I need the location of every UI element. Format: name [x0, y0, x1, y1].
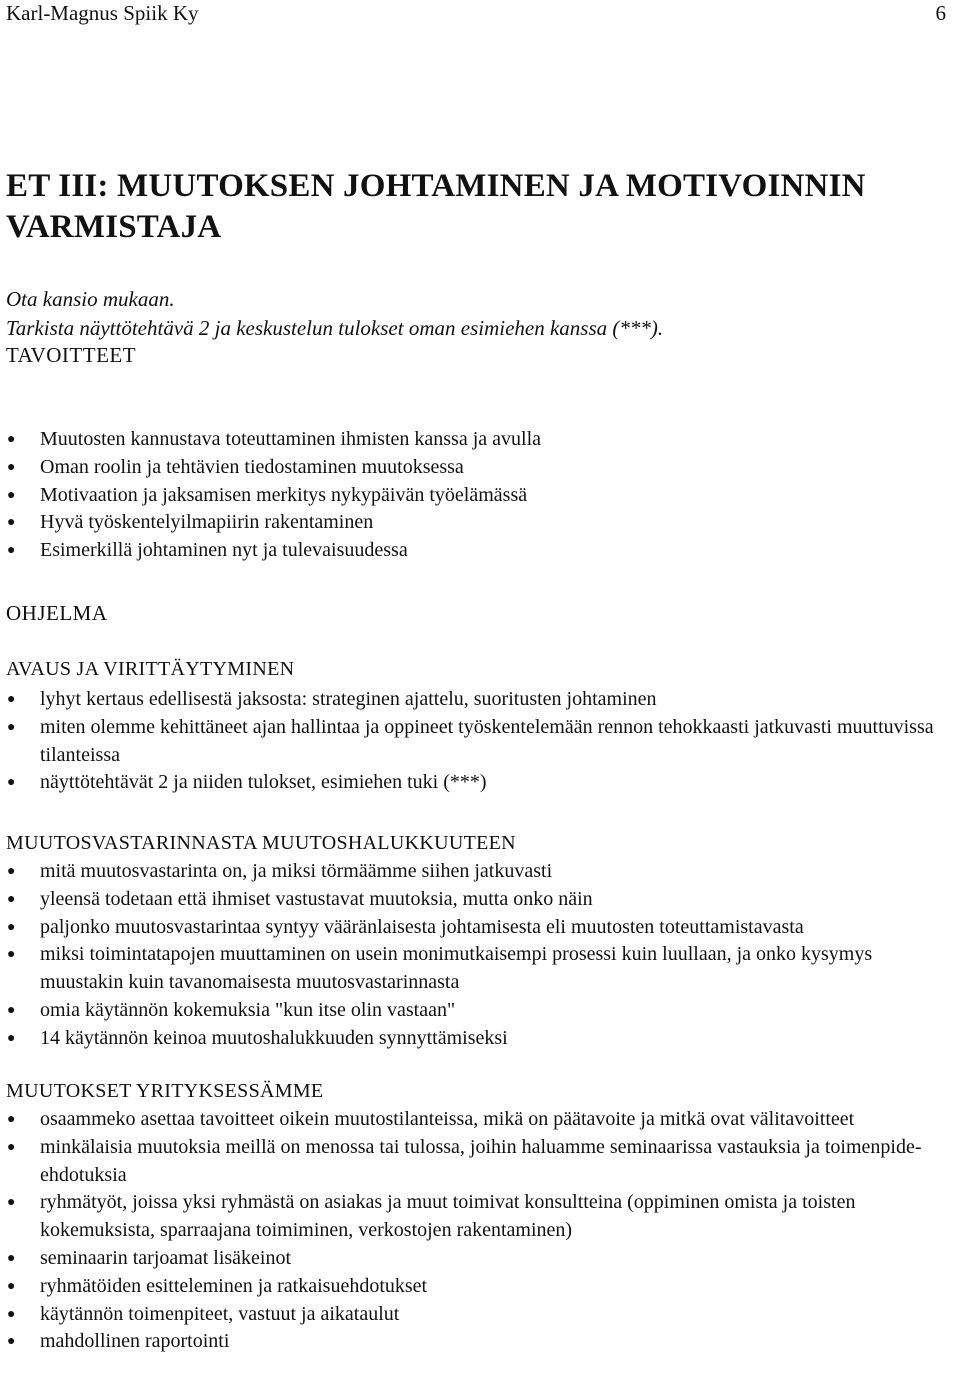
bullet-icon: ●	[7, 432, 16, 447]
page-header	[6, 0, 946, 26]
list-item: ● näyttötehtävät 2 ja niiden tulokset, esimiehen tuki (***)	[0, 769, 952, 797]
opening-list	[0, 686, 952, 797]
bullet-icon: ●	[7, 1112, 16, 1127]
bullet-icon: ●	[7, 919, 16, 935]
list-item: ● 14 käytännön keinoa muutoshalukkuuden synnyttämiseksi	[0, 1025, 952, 1053]
list-item: ● Motivaation ja jaksamisen merkitys nykypäivän työelämässä	[0, 482, 952, 510]
list-item: ● osaammeko asettaa tavoitteet oikein muutostilanteissa, mikä on päätavoite ja mitkä ovat välitavoitteet	[0, 1106, 952, 1134]
list-item: ● paljonko muutosvastarintaa syntyy vääränlaisesta johtamisesta eli muutosten toteuttamistavasta	[0, 914, 952, 942]
bullet-icon: ●	[7, 1278, 16, 1294]
title-line-2: VARMISTAJA	[6, 209, 222, 245]
list-item: ● seminaarin tarjoamat lisäkeinot	[0, 1245, 952, 1273]
company-name: Karl-Magnus Spiik Ky	[6, 1, 199, 25]
list-item: ● yleensä todetaan että ihmiset vastustavat muutoksia, mutta onko näin	[0, 886, 952, 914]
title-line-1: ET III: MUUTOKSEN JOHTAMINEN JA MOTIVOINNIN	[6, 168, 866, 204]
bullet-icon: ●	[7, 692, 16, 707]
company-changes-list	[0, 1106, 952, 1356]
bullet-icon: ●	[7, 775, 16, 791]
bullet-icon: ●	[7, 864, 16, 879]
intro-text	[6, 285, 663, 343]
bullet-icon: ●	[7, 1030, 16, 1046]
intro-line-2: Tarkista näyttötehtävä 2 ja keskustelun tulokset oman esimiehen kanssa (***).	[6, 316, 664, 340]
bullet-icon: ●	[7, 891, 16, 907]
list-item: ● käytännön toimenpiteet, vastuut ja aikataulut	[0, 1301, 952, 1329]
company-changes-heading: MUUTOKSET YRITYKSESSÄMME	[6, 1080, 324, 1102]
bullet-icon: ●	[7, 719, 16, 735]
list-item: ● Hyvä työskentelyilmapiirin rakentaminen	[0, 509, 952, 537]
bullet-icon: ●	[7, 1250, 16, 1266]
goals-heading: TAVOITTEET	[6, 343, 137, 367]
list-item: ● omia käytännön kokemuksia "kun itse olin vastaan"	[0, 997, 952, 1025]
bullet-icon: ●	[7, 459, 16, 475]
document-title	[6, 166, 866, 248]
bullet-icon: ●	[7, 947, 16, 963]
program-heading: OHJELMA	[6, 601, 108, 625]
list-item: ● Oman roolin ja tehtävien tiedostaminen muutoksessa	[0, 454, 952, 482]
bullet-icon: ●	[7, 1002, 16, 1018]
bullet-icon: ●	[7, 1306, 16, 1322]
list-item: ● Esimerkillä johtaminen nyt ja tulevaisuudessa	[0, 537, 952, 565]
list-item: ● mitä muutosvastarinta on, ja miksi törmäämme siihen jatkuvasti	[0, 858, 952, 886]
list-item: ● minkälaisia muutoksia meillä on menossa tai tulossa, joihin haluamme seminaarissa vastauksia ja toimenpide-ehdotuksia	[7, 1135, 922, 1186]
list-item: ● mahdollinen raportointi	[0, 1328, 952, 1356]
resistance-list	[0, 858, 952, 1053]
bullet-icon: ●	[7, 543, 16, 559]
list-item: ● miten olemme kehittäneet ajan hallintaa ja oppineet työskentelemään rennon tehokkaasti jatkuvasti muuttuvissa tilanteissa	[7, 715, 934, 766]
bullet-icon: ●	[7, 1334, 16, 1350]
bullet-icon: ●	[7, 1195, 16, 1211]
bullet-icon: ●	[7, 487, 16, 503]
page-number: 6	[935, 1, 946, 25]
intro-line-1: Ota kansio mukaan.	[6, 287, 175, 311]
opening-heading: AVAUS JA VIRITTÄYTYMINEN	[6, 658, 295, 680]
resistance-heading: MUUTOSVASTARINNASTA MUUTOSHALUKKUUTEEN	[6, 832, 516, 854]
list-item: ● ryhmätyöt, joissa yksi ryhmästä on asiakas ja muut toimivat konsultteina (oppiminen omista ja toisten kokemuksista, sparraajana toimiminen, verkostojen rakentaminen)	[7, 1191, 856, 1242]
list-item: ● miksi toimintatapojen muuttaminen on usein monimutkaisempi prosessi kuin luullaan, ja onko kysymys muustakin kuin tavanomaisesta muutosvastarinnasta	[7, 943, 873, 994]
bullet-icon: ●	[7, 515, 16, 531]
list-item: ● Muutosten kannustava toteuttaminen ihmisten kanssa ja avulla	[0, 426, 952, 454]
list-item: ● lyhyt kertaus edellisestä jaksosta: strateginen ajattelu, suoritusten johtaminen	[0, 686, 952, 714]
list-item: ● ryhmätöiden esitteleminen ja ratkaisuehdotukset	[0, 1273, 952, 1301]
goals-list	[0, 426, 952, 565]
bullet-icon: ●	[7, 1139, 16, 1155]
